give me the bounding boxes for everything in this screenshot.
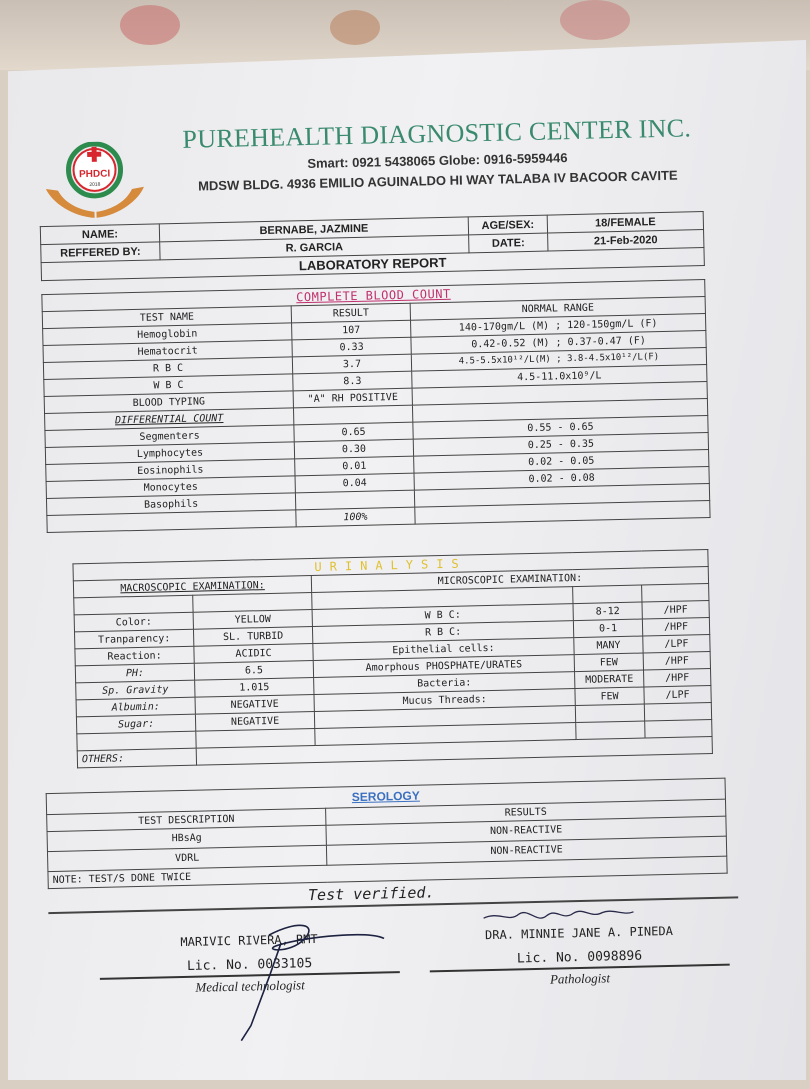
cbc-range: 140-170gm/L (M) ; 120-150gm/L (F) <box>411 314 706 338</box>
diff-test: Lymphocytes <box>45 442 294 465</box>
cbc-col-test: TEST NAME <box>42 306 291 329</box>
medtech-name: MARIVIC RIVERA, RMT <box>180 931 318 950</box>
medtech-license: Lic. No. 0033105 <box>99 954 399 980</box>
micro-label: Mucus Threads: <box>314 689 575 712</box>
report-title: LABORATORY REPORT <box>41 248 704 281</box>
cbc-test: Hematocrit <box>43 340 292 363</box>
cbc-result: 8.3 <box>293 371 412 391</box>
macro-label: Tranparency: <box>75 629 194 649</box>
micro-label: Epithelial cells: <box>313 638 574 661</box>
diff-range: 0.25 - 0.35 <box>413 432 708 456</box>
cbc-result: "A" RH POSITIVE <box>293 388 412 408</box>
serology-note: NOTE: TEST/S DONE TWICE <box>48 856 727 888</box>
cbc-result: 107 <box>292 320 411 340</box>
referred-label: REFFERED BY: <box>41 242 160 263</box>
macro-value: 1.015 <box>195 677 314 697</box>
pathologist-license: Lic. No. 0098896 <box>429 947 729 973</box>
report-date: 21-Feb-2020 <box>548 230 704 252</box>
micro-label: R B C: <box>312 621 573 644</box>
pathologist-signature-icon <box>478 900 639 934</box>
diff-test: Eosinophils <box>46 459 295 482</box>
micro-unit: /HPF <box>642 601 709 620</box>
serology-test: VDRL <box>47 845 326 871</box>
serology-col-test: TEST DESCRIPTION <box>47 808 326 831</box>
cbc-result: 0.33 <box>292 337 411 357</box>
company-name: PUREHEALTH DIAGNOSTIC CENTER INC. <box>182 113 692 154</box>
pathologist-signature-block <box>429 923 730 991</box>
empty-cell <box>576 721 645 740</box>
macro-value: ACIDIC <box>194 644 313 664</box>
test-verified: Test verified. <box>307 883 435 905</box>
micro-unit: /HPF <box>642 618 709 637</box>
serology-table <box>46 778 728 889</box>
diff-result: 0.30 <box>294 439 413 459</box>
macro-label: PH: <box>75 663 194 683</box>
empty-cell <box>575 704 644 723</box>
patient-name: BERNABE, JAZMINE <box>159 217 468 242</box>
patient-age-sex: 18/FEMALE <box>547 212 703 234</box>
company-contact: Smart: 0921 5438065 Globe: 0916-5959446 <box>307 150 568 172</box>
medtech-title: Medical technologist <box>195 977 305 995</box>
empty-cell <box>642 584 709 603</box>
micro-value: MODERATE <box>575 670 644 689</box>
empty-cell <box>573 585 642 604</box>
serology-title: SEROLOGY <box>46 778 725 814</box>
micro-unit: /HPF <box>643 651 710 670</box>
diff-range: 0.55 - 0.65 <box>413 415 708 439</box>
urinalysis-table <box>72 549 712 768</box>
diff-result: 0.01 <box>295 456 414 476</box>
age-sex-label: AGE/SEX: <box>468 215 547 235</box>
cbc-range: 0.42-0.52 (M) ; 0.37-0.47 (F) <box>411 331 706 355</box>
svg-text:2018: 2018 <box>89 181 101 188</box>
micro-unit: /LPF <box>643 634 710 653</box>
micro-unit: /LPF <box>644 685 711 704</box>
diff-total: 100% <box>296 507 415 527</box>
macro-label: Sp. Gravity <box>76 680 195 700</box>
micro-value: 8-12 <box>573 602 642 621</box>
serology-result: NON-REACTIVE <box>326 836 726 865</box>
macro-value: YELLOW <box>193 610 312 630</box>
macro-label: Color: <box>74 612 193 632</box>
micro-label: Bacteria: <box>314 672 575 695</box>
cbc-col-range: NORMAL RANGE <box>410 297 705 321</box>
micro-label: Amorphous PHOSPHATE/URATES <box>313 655 574 678</box>
cbc-table <box>41 279 710 533</box>
micro-unit: /HPF <box>644 668 711 687</box>
phdci-logo-icon <box>41 141 149 225</box>
micro-label: W B C: <box>312 604 573 627</box>
name-label: NAME: <box>40 224 159 245</box>
differential-count-label: DIFFERENTIAL COUNT <box>45 408 294 431</box>
diff-test: Segmenters <box>45 425 294 448</box>
serology-test: HBsAg <box>47 825 326 851</box>
pathologist-name: DRA. MINNIE JANE A. PINEDA <box>484 923 674 943</box>
company-address: MDSW BLDG. 4936 EMILIO AGUINALDO HI WAY TALABA IV BACOOR CAVITE <box>197 167 678 194</box>
others-label: OTHERS: <box>77 748 196 768</box>
micro-value: FEW <box>575 687 644 706</box>
cbc-test: R B C <box>43 357 292 380</box>
diff-range: 0.02 - 0.08 <box>414 466 709 490</box>
referred-by: R. GARCIA <box>160 235 469 260</box>
cbc-title: COMPLETE BLOOD COUNT <box>42 280 705 312</box>
macro-value: NEGATIVE <box>195 694 314 714</box>
diff-test: Monocytes <box>46 476 295 499</box>
cbc-test: W B C <box>44 374 293 397</box>
diff-result: 0.04 <box>295 473 414 493</box>
serology-result: NON-REACTIVE <box>326 816 726 845</box>
macro-value: NEGATIVE <box>195 711 314 731</box>
cbc-test: Hemoglobin <box>43 323 292 346</box>
cbc-col-result: RESULT <box>291 303 410 323</box>
cbc-range: 4.5-11.0x10⁹/L <box>412 364 707 388</box>
serology-col-result: RESULTS <box>326 799 726 825</box>
macroscopic-title: MACROSCOPIC EXAMINATION: <box>73 576 311 598</box>
macro-value: 6.5 <box>194 661 313 681</box>
date-label: DATE: <box>469 233 548 253</box>
micro-value: FEW <box>574 653 643 672</box>
microscopic-title: MICROSCOPIC EXAMINATION: <box>311 567 708 593</box>
micro-value: 0-1 <box>573 619 642 638</box>
empty-cell <box>644 702 711 721</box>
cbc-result: 3.7 <box>292 354 411 374</box>
diff-range: 0.02 - 0.05 <box>414 449 709 473</box>
macro-label: Albumin: <box>76 697 195 717</box>
diff-test: Basophils <box>46 493 295 516</box>
svg-text:PHDCI: PHDCI <box>78 168 111 181</box>
medtech-signature-icon <box>208 912 391 1046</box>
micro-value: MANY <box>574 636 643 655</box>
pathologist-title: Pathologist <box>549 970 611 987</box>
macro-label: Sugar: <box>76 714 195 734</box>
cbc-range: 4.5-5.5x10¹²/L(M) ; 3.8-4.5x10¹²/L(F) <box>411 348 706 372</box>
macro-value: SL. TURBID <box>193 627 312 647</box>
diff-result: 0.65 <box>294 422 413 442</box>
macro-label: Reaction: <box>75 646 194 666</box>
cbc-test: BLOOD TYPING <box>44 391 293 414</box>
urinalysis-title: URINALYSIS <box>73 550 708 581</box>
empty-cell <box>645 719 712 738</box>
